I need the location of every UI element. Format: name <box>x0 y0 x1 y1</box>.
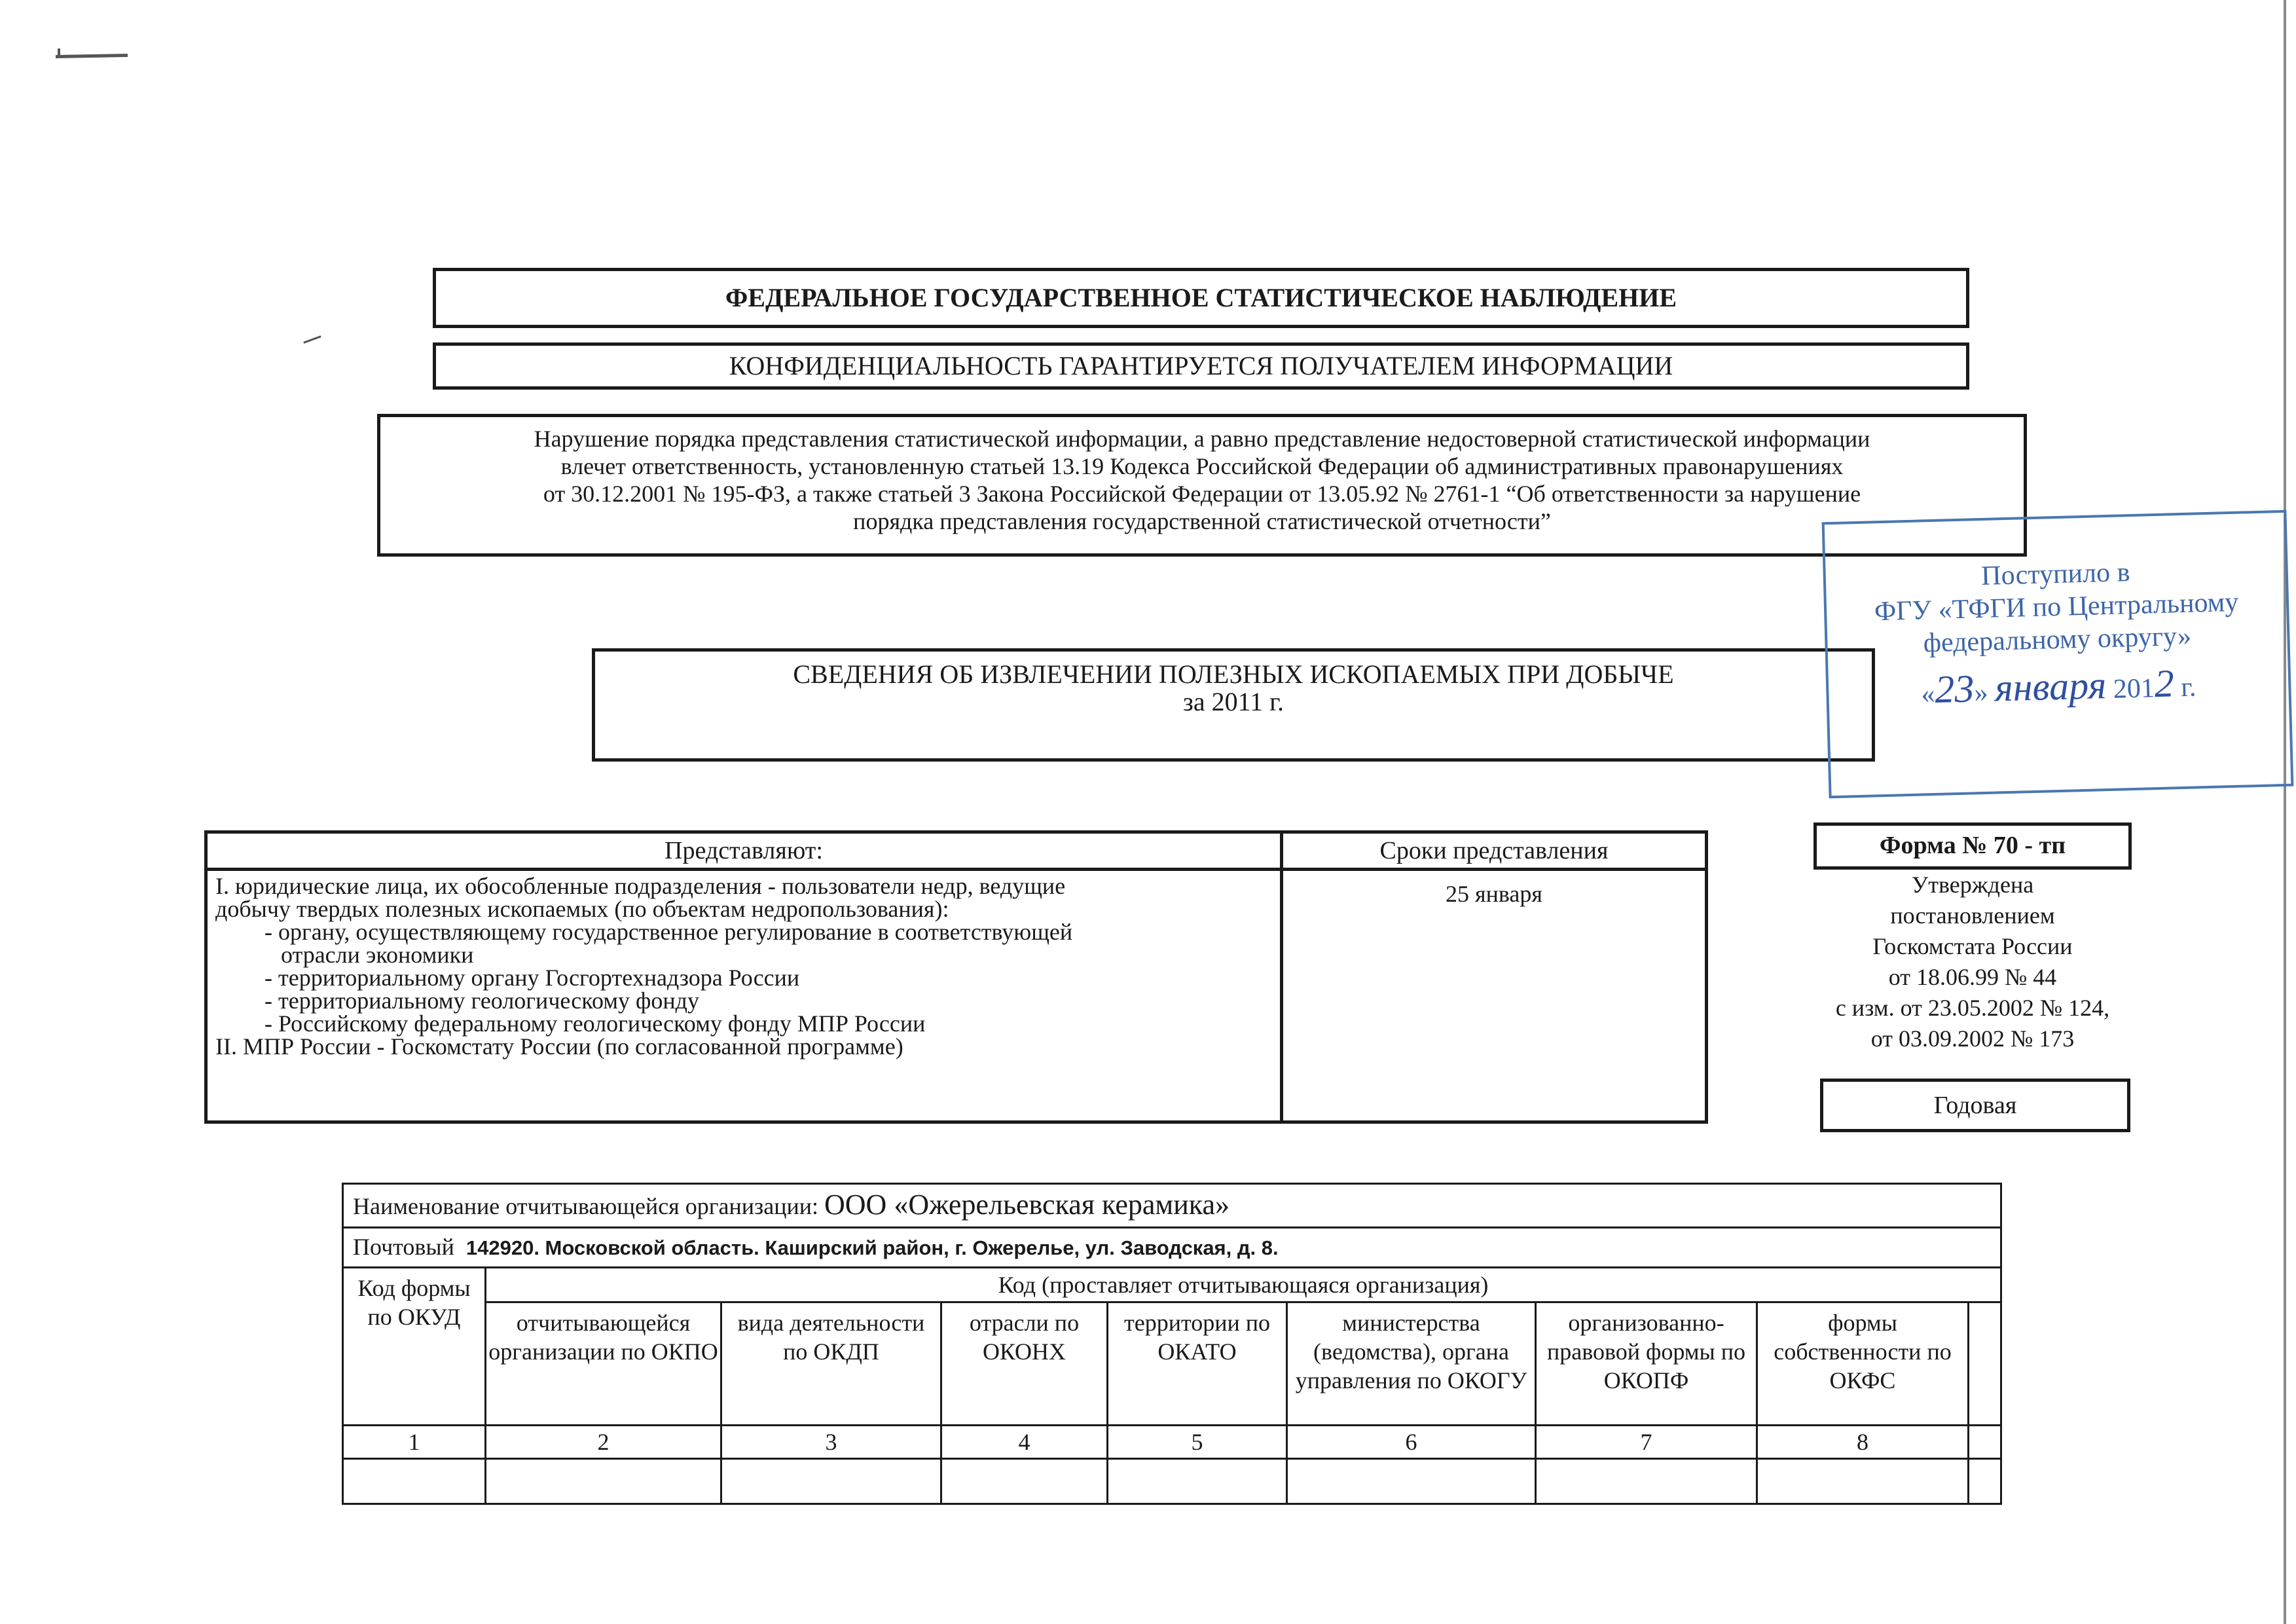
blank-cell <box>1969 1302 2001 1426</box>
approval-line: с изм. от 23.05.2002 № 124, <box>1835 995 2110 1021</box>
deadline-value: 25 января <box>1282 870 1707 1122</box>
okdp-header: вида деятельности по ОКДП <box>721 1302 941 1426</box>
code-value-cell[interactable] <box>343 1459 486 1504</box>
scan-mark <box>58 48 60 55</box>
stamp-year-digit: 2 <box>2153 661 2175 706</box>
submission-table <box>204 830 1708 1124</box>
stamp-line: Поступило в <box>1980 557 2130 592</box>
code-value-cell[interactable] <box>1287 1459 1536 1504</box>
survey-period: за 2011 г. <box>1183 687 1284 716</box>
periodicity-badge: Годовая <box>1820 1079 2130 1132</box>
okfs-header: формы собственности по ОКФС <box>1757 1302 1969 1426</box>
code-value-cell[interactable] <box>1757 1459 1969 1504</box>
okud-code-header: Код формы по ОКУД <box>343 1268 486 1426</box>
scan-mark <box>303 335 321 343</box>
column-number: 2 <box>486 1426 721 1459</box>
submitters-header: Представляют: <box>206 832 1282 870</box>
column-number: 3 <box>721 1426 941 1459</box>
warning-line: от 30.12.2001 № 195-ФЗ, а также статьей 3 Закона Российской Федерации от 13.05.92 № 2761-1 “Об ответственности за нарушение <box>543 481 1861 507</box>
stamp-year-prefix: 201 <box>2113 673 2155 705</box>
deadline-header: Сроки представления <box>1282 832 1707 870</box>
blank-cell <box>1969 1459 2001 1504</box>
org-name-value: ООО «Ожерельевская керамика» <box>824 1189 1230 1221</box>
survey-title-box <box>592 648 1875 762</box>
scan-mark <box>56 54 128 58</box>
stamp-line: ФГУ «ТФГИ по Центральному <box>1874 587 2239 627</box>
code-value-cell[interactable] <box>941 1459 1108 1504</box>
warning-line: порядка представления государственной статистической отчетности” <box>853 508 1551 534</box>
code-value-cell[interactable] <box>1536 1459 1757 1504</box>
postal-address: 142920. Московской область. Каширский район, г. Ожерелье, ул. Заводская, д. 8. <box>465 1236 1279 1259</box>
stamp-line: федеральному округу» <box>1923 621 2192 659</box>
form-number: Форма № 70 - тп <box>1813 822 2132 870</box>
code-value-cell[interactable] <box>1108 1459 1287 1504</box>
approval-line: Утверждена <box>1911 872 2034 898</box>
org-name-row <box>343 1184 2001 1228</box>
submitters-list <box>206 870 1282 1122</box>
warning-line: влечет ответственность, установленную статьей 13.19 Кодекса Российской Федерации об административных правонарушениях <box>560 453 1844 479</box>
approval-line: от 03.09.2002 № 173 <box>1870 1025 2075 1052</box>
list-item: добычу твердых полезных ископаемых (по объектам недропользования): <box>215 896 949 922</box>
list-item: - территориальному органу Госгортехнадзора России <box>264 965 800 991</box>
stamp-day: 23 <box>1934 667 1975 711</box>
list-item: - органу, осуществляющему государственное регулирование в соответствующей <box>264 919 1073 945</box>
okato-header: территории по ОКАТО <box>1108 1302 1287 1426</box>
column-number: 4 <box>941 1426 1108 1459</box>
approval-info <box>1768 870 2178 1054</box>
okogu-header: министерства (ведомства), органа управления по ОКОГУ <box>1287 1302 1536 1426</box>
postal-label: Почтовый <box>353 1234 454 1260</box>
code-value-cell[interactable] <box>721 1459 941 1504</box>
column-number: 8 <box>1757 1426 1969 1459</box>
column-number: 5 <box>1108 1426 1287 1459</box>
blank-cell <box>1969 1426 2001 1459</box>
code-value-cell[interactable] <box>486 1459 721 1504</box>
warning-line: Нарушение порядка представления статистической информации, а равно представление недостоверной статистической информации <box>534 426 1870 452</box>
list-item: - территориальному геологическому фонду <box>264 987 699 1014</box>
okonh-header: отрасли по ОКОНХ <box>941 1302 1108 1426</box>
organization-table <box>342 1183 2000 1505</box>
list-item: - Российскому федеральному геологическому фонду МПР России <box>264 1010 926 1037</box>
code-group-header: Код (проставляет отчитывающаяся организация) <box>486 1268 2001 1302</box>
column-number: 1 <box>343 1426 486 1459</box>
stamp-date: «23» января 2012 г. <box>1920 661 2196 711</box>
federal-observation-title: ФЕДЕРАЛЬНОЕ ГОСУДАРСТВЕННОЕ СТАТИСТИЧЕСКОЕ НАБЛЮДЕНИЕ <box>433 268 1969 328</box>
liability-warning <box>377 414 2027 557</box>
stamp-month: января <box>1994 663 2107 710</box>
confidentiality-note: КОНФИДЕНЦИАЛЬНОСТЬ ГАРАНТИРУЕТСЯ ПОЛУЧАТЕЛЕМ ИНФОРМАЦИИ <box>433 342 1969 390</box>
scan-edge <box>2284 0 2286 1624</box>
approval-line: от 18.06.99 № 44 <box>1888 964 2057 990</box>
okopf-header: организованно-правовой формы по ОКОПФ <box>1536 1302 1757 1426</box>
approval-line: постановлением <box>1890 902 2055 929</box>
list-item: I. юридические лица, их обособленные подразделения - пользователи недр, ведущие <box>215 873 1066 899</box>
org-name-label: Наименование отчитывающейся организации: <box>353 1193 818 1219</box>
received-stamp <box>1822 510 2294 798</box>
column-number: 7 <box>1536 1426 1757 1459</box>
list-item: отрасли экономики <box>281 942 474 968</box>
column-number: 6 <box>1287 1426 1536 1459</box>
okpo-header: отчитывающейся организации по ОКПО <box>486 1302 721 1426</box>
list-item: II. МПР России - Госкомстату России (по согласованной программе) <box>215 1033 903 1060</box>
survey-title: СВЕДЕНИЯ ОБ ИЗВЛЕЧЕНИИ ПОЛЕЗНЫХ ИСКОПАЕМЫХ ПРИ ДОБЫЧЕ <box>793 659 1674 689</box>
postal-address-row <box>343 1228 2001 1268</box>
approval-line: Госкомстата России <box>1872 933 2073 959</box>
